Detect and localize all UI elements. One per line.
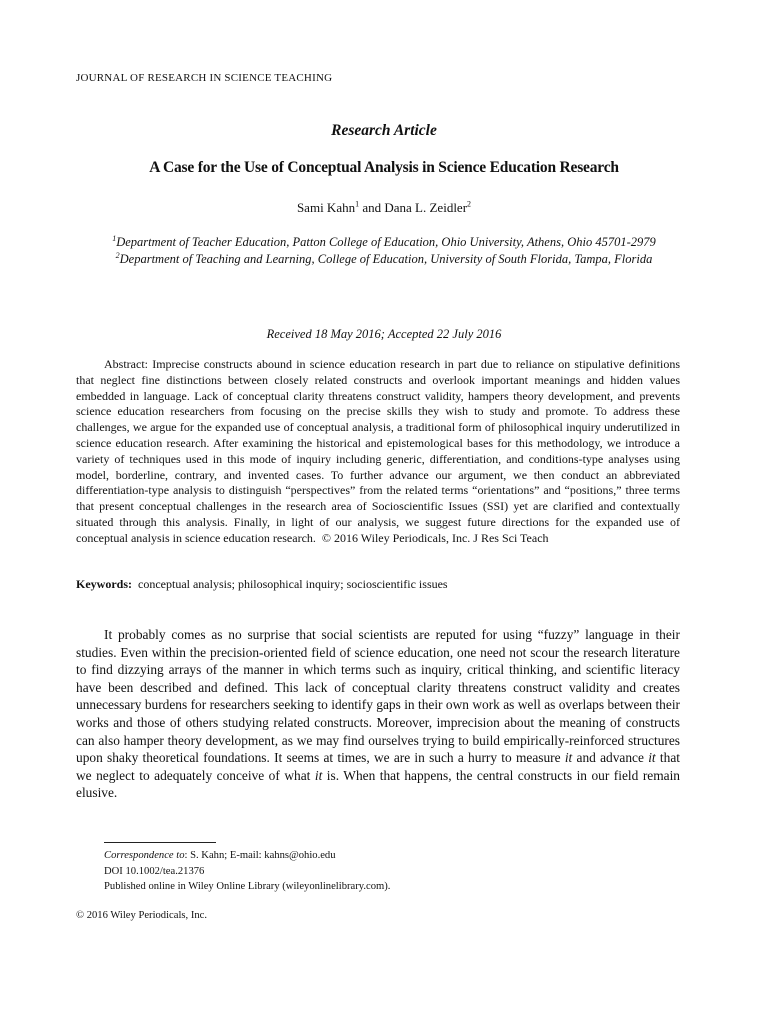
affiliation-text: Department of Teacher Education, Patton College of Education, Ohio University, Athens, Ohio 45701-2979 [116, 235, 656, 249]
emphasis: it [648, 750, 656, 766]
journal-header: JOURNAL OF RESEARCH IN SCIENCE TEACHING [76, 72, 333, 84]
keywords-list: conceptual analysis; philosophical inquiry; socioscientific issues [138, 577, 448, 591]
correspondence-label: Correspondence to [104, 850, 185, 861]
affiliation-2 [90, 251, 678, 268]
affiliation-1 [90, 234, 678, 251]
doi: DOI 10.1002/tea.21376 [104, 865, 205, 877]
affiliation-marker: 1 [112, 233, 117, 243]
body-text: It probably comes as no surprise that social scientists are reputed for using “fuzzy” language in their studies. Even within the precision-oriented field of science education, one need not scour the research literature to find dizzying arrays of the manner in which terms such as inquiry, critical thinking, and scientific literacy have been described and defined. This lack of conceptual clarity threatens construct validity and creates unnecessary burdens for researchers seeking to identify gaps in their own work as well as overlaps between their works and those of others studying related constructs. Moreover, imprecision about the meaning of constructs can also hamper theory development, as we may find ourselves trying to build empirically-reinforced structures upon shaky theoretical foundations. It seems at times, we are in such a hurry to measure [76, 627, 680, 766]
keywords [76, 577, 680, 593]
published-online: Published online in Wiley Online Library (wileyonlinelibrary.com). [104, 881, 391, 893]
body-paragraph [76, 626, 680, 802]
correspondence [104, 848, 664, 864]
author-separator: and [359, 200, 385, 215]
affiliation-marker: 1 [355, 199, 360, 209]
correspondence-text: : S. Kahn; E-mail: kahns@ohio.edu [184, 850, 336, 861]
author-name: Dana L. Zeidler [384, 200, 468, 215]
abstract-text: Abstract: Imprecise constructs abound in science education research in part due to reliance on stipulative definitions that neglect fine distinctions between closely related constructs and overlook important meanings and hidden values embedded in language. Lack of conceptual clarity threatens construct validity, hampers theory development, and prevents science education researchers from focusing on the precise skills they wish to study and promote. To address these challenges, we argue for the expanded use of conceptual analysis, a traditional form of philosophical inquiry underutilized in science education research. After examining the historical and epistemological bases for this methodology, we introduce a variety of techniques used in this mode of inquiry including generic, differentiation, and conditions-type analyses using model, borderline, contrary, and invented cases. To further advance our argument, we then conduct an abbreviated differentiation-type analysis to distinguish “perspectives” from the related terms “orientations” and “positions,” three terms that present conceptual challenges in the research area of Socioscientific Issues (SSI) yet are clarified and contextually situated through this analysis. Finally, in light of our analysis, we suggest future directions for the expanded use of conceptual analysis in science education research. [76, 357, 680, 545]
affiliation-marker: 2 [467, 199, 472, 209]
emphasis: it [314, 767, 323, 783]
affiliation-text: Department of Teaching and Learning, College of Education, University of South Florida, Tampa, Florida [119, 252, 653, 266]
received-dates: Received 18 May 2016; Accepted 22 July 2016 [266, 327, 502, 341]
body-text: that we neglect to adequately conceive of what [76, 750, 680, 783]
affiliations [90, 234, 678, 268]
article-title: A Case for the Use of Conceptual Analysis in Science Education Research [149, 159, 619, 176]
footnote-rule [104, 842, 216, 843]
emphasis: it [564, 750, 573, 766]
article-type: Research Article [331, 122, 437, 139]
body-text: and advance [572, 750, 649, 766]
copyright-footer: © 2016 Wiley Periodicals, Inc. [76, 910, 207, 921]
author-line [0, 200, 768, 216]
footnotes [104, 848, 664, 895]
affiliation-marker: 2 [115, 250, 120, 260]
abstract-copyright: © 2016 Wiley Periodicals, Inc. J Res Sci Teach [321, 530, 549, 545]
abstract [76, 357, 680, 547]
body-text: is. When that happens, the central constructs in our field remain elusive. [76, 767, 680, 801]
author-name: Sami Kahn [296, 200, 356, 215]
keywords-label: Keywords: [76, 577, 132, 591]
